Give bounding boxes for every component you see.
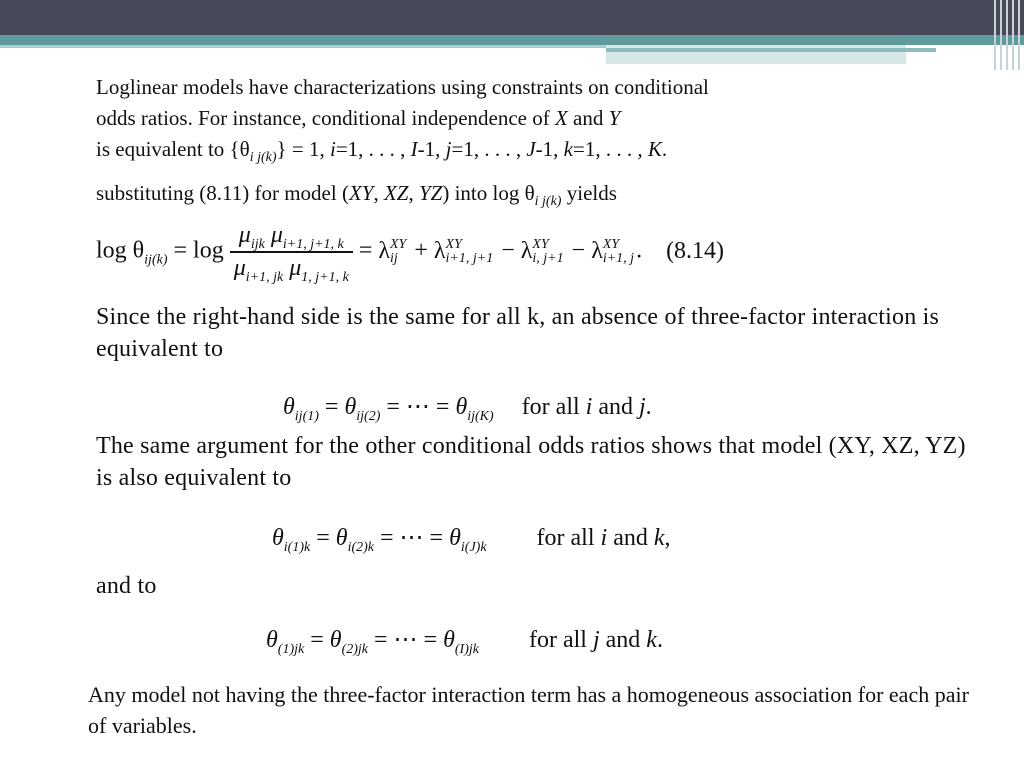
equation-theta-ijk: $\theta_{ij(1)} = \theta_{ij(2)}$ = ⋯ = $\theta_{ij(K)}$ for all i and j. — [283, 394, 652, 424]
decorative-stripes — [992, 0, 1024, 70]
and-to-text: and to — [96, 573, 157, 599]
substituting-line: substituting (8.11) for model (XY, XZ, YZ) into $\log \theta_{i j(k)}$ yields — [96, 181, 617, 210]
fraction: $\frac{\mu_{ijk} \mu_{i+1, j+1, k}}{\mu_{i+1, jk} \mu_{1, j+1, k}}$ — [230, 222, 353, 282]
equation-theta-jk: $\theta_{(1)jk} = \theta_{(2)jk}$ = ⋯ = $\theta_{(I)jk}$ for all j and k. — [266, 627, 663, 657]
conclusion-paragraph: Any model not having the three-factor interaction term has a homogeneous association for each pair of variables. — [88, 682, 969, 738]
intro-paragraph: Loglinear models have characterizations using constraints on conditional odds ratios. For instance, conditional independence of X and Y is equivalent to $\{\theta_{i j(k)}\} = 1$, i=1, . . . , I-1, j=1, . . . , J-1, k=1, . . . , K. — [96, 75, 709, 166]
same-argument-paragraph: The same argument for the other conditional odds ratios shows that model (XY, XZ, YZ) is also equivalent to — [96, 433, 966, 491]
accent-strip — [606, 48, 936, 52]
since-paragraph: Since the right-hand side is the same for all k, an absence of three-factor interaction is equivalent to — [96, 304, 940, 362]
accent-band — [0, 35, 1024, 45]
title-bar — [0, 0, 1024, 35]
equation-8-14: $\log \theta_{ij(k)} = \log$ $\frac{\mu_{ijk} \mu_{i+1, j+1, k}}{\mu_{i+1, jk} \mu_{1, j+1, k}}$ = λ XY ij + λ XY i+1, j+1 − λ XY i, j+1 − λ XY i+1, j . (8.14) — [96, 222, 725, 285]
equation-theta-ik: $\theta_{i(1)k} = \theta_{i(2)k}$ = ⋯ = $\theta_{i(J)k}$ for all i and k, — [272, 525, 671, 555]
accent-line — [0, 45, 610, 48]
